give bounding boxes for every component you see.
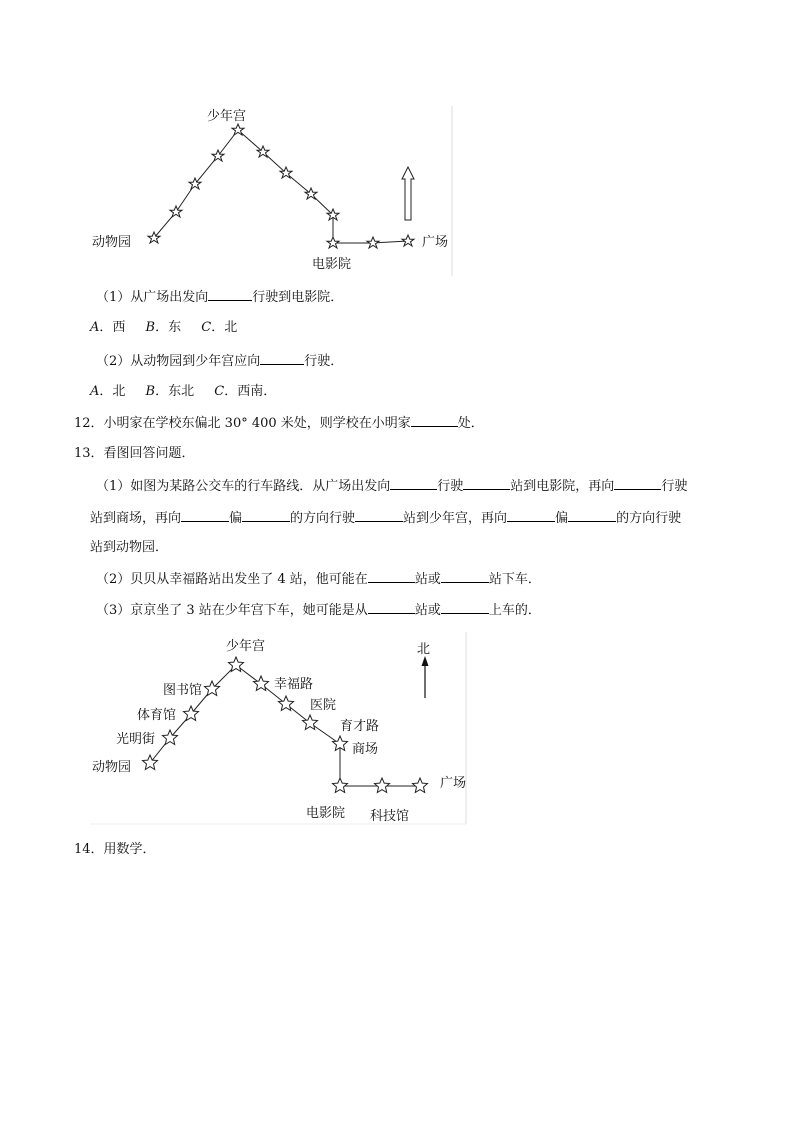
route-map-2: [88, 628, 473, 828]
q11-part1-after: 行驶到电影院．: [252, 290, 344, 305]
label-dongwuyuan: 动物园: [92, 760, 132, 775]
label-kejiguan: 科技馆: [370, 809, 410, 824]
q11-part1: [96, 288, 343, 306]
answer-blank[interactable]: [368, 601, 415, 614]
question-13-title: 13．看图回答问题．: [74, 446, 195, 461]
q13-part1-line1: （1）如图为某路公交车的行车路线．从广场出发向 行驶 站到电影院，再向 行驶: [96, 479, 688, 494]
star-dianyingyuan: [333, 778, 348, 793]
q11-part2-after: 行驶．: [304, 354, 344, 369]
q13-part1-line3: 站到动物园．: [90, 540, 169, 555]
option-b[interactable]: B．东: [145, 320, 182, 335]
answer-blank[interactable]: [614, 477, 661, 490]
star-mid8: [367, 237, 379, 248]
label-shaoniangong: 少年宫: [207, 109, 247, 124]
star-mid3: [212, 150, 224, 161]
q12-before: 12．小明家在学校东偏北 30° 400 米处，则学校在小明家: [74, 416, 411, 431]
q13-part2: （2）贝贝从幸福路站出发坐了 4 站，他可能在 站或 站下车．: [96, 572, 541, 587]
star-markers: [148, 124, 414, 248]
hollow-north-arrow: [402, 167, 414, 220]
answer-blank[interactable]: [242, 509, 290, 522]
label-guangchang: 广场: [422, 235, 449, 250]
answer-blank[interactable]: [355, 509, 403, 522]
label-yiyuan: 医院: [310, 698, 337, 713]
label-dianyingyuan: 电影院: [312, 257, 352, 272]
label-dianyingyuan: 电影院: [306, 806, 346, 821]
option-c[interactable]: C．北: [201, 320, 238, 335]
answer-blank[interactable]: [507, 509, 555, 522]
q11-part2: [96, 352, 343, 370]
route-map-1: [90, 100, 460, 280]
q11-part1-options: [90, 320, 253, 336]
option-a[interactable]: A．北: [90, 384, 126, 399]
star-mid1: [170, 206, 182, 217]
q11-part2-before: （2）从动物园到少年宫应向: [96, 354, 261, 369]
q11-part2-options: [90, 384, 292, 400]
label-guangmingjie: 光明街: [116, 732, 156, 747]
label-xingfulu: 幸福路: [274, 677, 314, 692]
answer-blank[interactable]: [208, 288, 252, 301]
star-guangchang: [402, 235, 414, 246]
answer-blank[interactable]: [390, 477, 437, 490]
answer-blank[interactable]: [368, 570, 415, 583]
label-tiyuguan: 体育馆: [137, 708, 177, 723]
star-kejiguan: [375, 778, 390, 793]
question-14: 14．用数学．: [74, 842, 156, 857]
label-guangchang: 广场: [440, 776, 467, 791]
question-12: [74, 414, 484, 432]
option-c[interactable]: C．西南．: [214, 384, 277, 399]
label-dongwuyuan: 动物园: [92, 235, 132, 250]
answer-blank[interactable]: [441, 570, 489, 583]
answer-blank[interactable]: [181, 509, 229, 522]
option-a[interactable]: A．西: [90, 320, 126, 335]
answer-blank[interactable]: [411, 414, 458, 427]
answer-blank[interactable]: [441, 601, 489, 614]
q12-after: 处．: [457, 416, 484, 431]
star-guangchang: [413, 778, 428, 793]
label-yucailu: 育才路: [340, 719, 380, 734]
label-shaoniangong: 少年宫: [226, 639, 266, 654]
label-north: 北: [417, 642, 431, 657]
answer-blank[interactable]: [463, 477, 510, 490]
star-yucailu: [303, 715, 318, 730]
option-b[interactable]: B．东北: [145, 384, 195, 399]
star-dianyingyuan: [327, 237, 339, 248]
answer-blank[interactable]: [260, 352, 304, 365]
q13-part1-line2: 站到商场，再向 偏 的方向行驶 站到少年宫，再向 偏 的方向行驶: [90, 511, 682, 526]
label-tushuguan: 图书馆: [163, 683, 203, 698]
north-arrow-icon: [422, 656, 429, 698]
label-shangchang: 商场: [352, 742, 379, 757]
q11-part1-before: （1）从广场出发向: [96, 290, 209, 305]
answer-blank[interactable]: [568, 509, 616, 522]
q13-part3: （3）京京坐了 3 站在少年宫下车，她可能是从 站或 上车的．: [96, 603, 541, 618]
